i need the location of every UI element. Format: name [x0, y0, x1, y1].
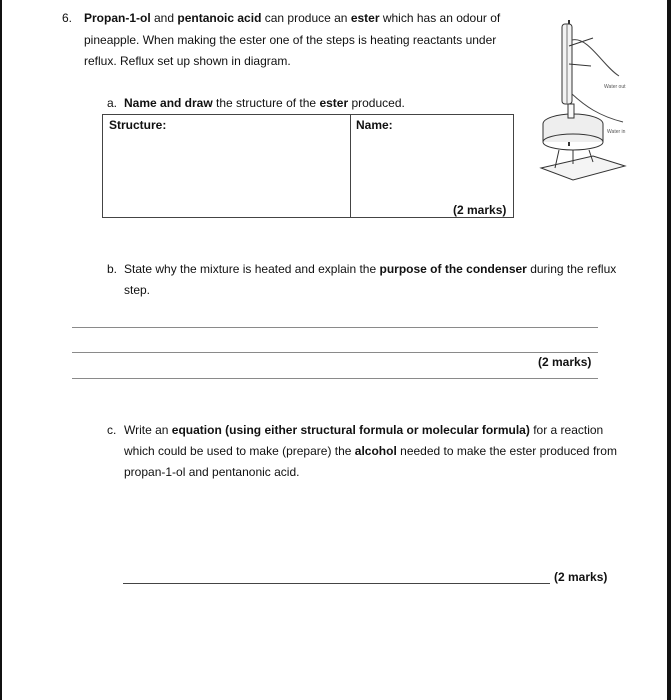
part-b-marks: (2 marks) — [538, 355, 592, 369]
water-out-label: Water out — [604, 84, 626, 90]
part-b-prompt-line-2: step. — [124, 283, 151, 297]
part-a-marker: a. — [107, 96, 118, 110]
name-answer-area[interactable] — [351, 133, 513, 203]
part-c-marks: (2 marks) — [554, 570, 608, 584]
part-c-prompt-line-1: Write an equation (using either structural formula or molecular formula) for a reaction — [124, 423, 604, 437]
answer-line-c[interactable] — [123, 583, 550, 584]
propanol-term: Propan-1-ol — [84, 11, 151, 25]
page-border-right — [667, 0, 671, 700]
pentanoic-acid-term: pentanoic acid — [177, 11, 262, 25]
part-c-prompt-line-3: propan-1-ol and pentanonic acid. — [124, 465, 300, 479]
page-border-left — [0, 0, 2, 700]
question-line-1: Propan-1-ol and pentanoic acid can produce an ester which has an odour of — [84, 11, 501, 25]
water-in-label: Water in — [607, 129, 626, 135]
answer-line-b-1[interactable] — [72, 327, 598, 328]
part-b-prompt-line-1: State why the mixture is heated and explain the purpose of the condenser during the reflux — [124, 262, 617, 276]
reflux-apparatus-diagram — [533, 16, 633, 188]
answer-line-b-3[interactable] — [72, 378, 598, 379]
part-c-prompt-line-2: which could be used to make (prepare) the alcohol needed to make the ester produced from — [124, 444, 617, 458]
ester-answer-table — [102, 114, 514, 218]
question-line-2: pineapple. When making the ester one of the steps is heating reactants under — [84, 33, 497, 47]
part-a-prompt: Name and draw the structure of the ester produced. — [124, 96, 405, 110]
question-line-3: reflux. Reflux set up shown in diagram. — [84, 54, 291, 68]
structure-answer-area[interactable] — [103, 133, 349, 217]
name-header: Name: — [356, 118, 393, 132]
part-b-marker: b. — [107, 262, 118, 276]
structure-header: Structure: — [109, 118, 167, 132]
answer-line-b-2[interactable] — [72, 352, 598, 353]
part-a-marks: (2 marks) — [453, 203, 507, 217]
ester-term: ester — [350, 11, 380, 25]
part-c-marker: c. — [107, 423, 117, 437]
question-number: 6. — [62, 11, 73, 25]
